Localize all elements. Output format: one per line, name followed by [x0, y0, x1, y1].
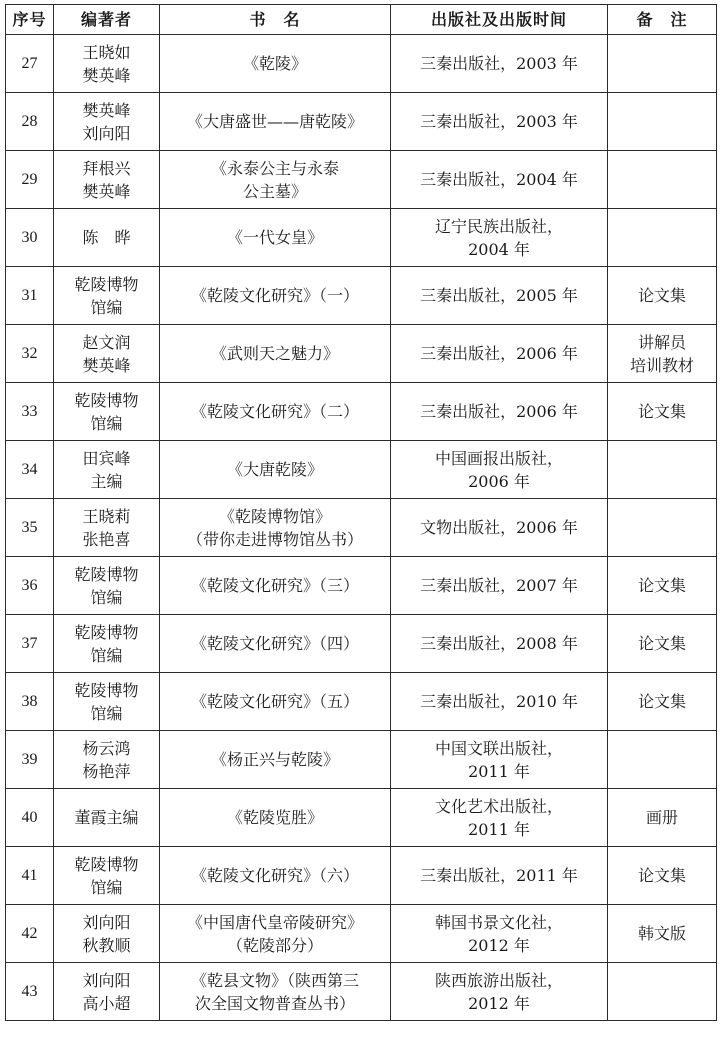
cell-publisher-line: 三秦出版社，2006 年	[420, 402, 578, 421]
cell-publisher-line: 三秦出版社，2006 年	[420, 344, 578, 363]
cell-author-line: 拜根兴	[82, 158, 131, 178]
cell-publisher	[391, 209, 608, 267]
cell-number: 43	[6, 963, 54, 1021]
table-body	[6, 35, 717, 1021]
cell-title	[160, 35, 391, 93]
cell-number: 39	[6, 731, 54, 789]
cell-publisher	[391, 93, 608, 151]
cell-title-line: 《乾县文物》（陕西第三	[190, 970, 359, 990]
table-row	[6, 267, 717, 325]
cell-note	[608, 557, 717, 615]
cell-author	[54, 383, 160, 441]
cell-author-line: 秋教顺	[82, 935, 131, 955]
cell-publisher-line: 三秦出版社，2010 年	[420, 692, 578, 711]
table-row	[6, 615, 717, 673]
header-title: 书 名	[160, 5, 391, 35]
cell-publisher-line: 中国文联出版社，	[434, 738, 563, 758]
cell-title	[160, 847, 391, 905]
cell-note	[608, 499, 717, 557]
cell-note	[608, 209, 717, 267]
cell-note	[608, 963, 717, 1021]
cell-author-line: 馆编	[90, 877, 123, 897]
cell-number: 36	[6, 557, 54, 615]
cell-author-line: 刘向阳	[82, 123, 131, 143]
cell-author-line: 陈 晔	[82, 228, 131, 247]
cell-title-line: 《杨正兴与乾陵》	[210, 750, 339, 769]
cell-author	[54, 615, 160, 673]
cell-title	[160, 209, 391, 267]
table-row	[6, 673, 717, 731]
cell-author-line: 董霞主编	[74, 808, 139, 827]
table-row	[6, 905, 717, 963]
cell-number: 35	[6, 499, 54, 557]
cell-title	[160, 267, 391, 325]
cell-author	[54, 93, 160, 151]
cell-note	[608, 789, 717, 847]
cell-note-line: 论文集	[637, 576, 686, 595]
cell-number: 31	[6, 267, 54, 325]
table-row	[6, 209, 717, 267]
cell-title-line: 《乾陵博物馆》	[218, 506, 331, 526]
cell-title	[160, 93, 391, 151]
cell-publisher	[391, 267, 608, 325]
cell-publisher-line: 2012 年	[468, 993, 530, 1013]
cell-note-line: 讲解员	[637, 332, 686, 352]
cell-publisher-line: 韩国书景文化社，	[434, 912, 563, 932]
table-row	[6, 35, 717, 93]
table-row	[6, 789, 717, 847]
cell-note	[608, 905, 717, 963]
cell-author-line: 赵文润	[82, 332, 131, 352]
cell-note	[608, 847, 717, 905]
cell-note-line: 画册	[645, 808, 678, 827]
cell-title	[160, 325, 391, 383]
cell-note-line: 论文集	[637, 692, 686, 711]
header-number: 序号	[6, 5, 54, 35]
cell-title-line: 《乾陵文化研究》（四）	[190, 634, 359, 653]
cell-author-line: 乾陵博物	[74, 854, 139, 874]
cell-number: 42	[6, 905, 54, 963]
cell-publisher	[391, 151, 608, 209]
table-header	[6, 5, 717, 35]
cell-title	[160, 789, 391, 847]
cell-note-line: 培训教材	[629, 355, 694, 375]
cell-publisher-line: 三秦出版社，2004 年	[420, 170, 578, 189]
cell-publisher-line: 三秦出版社，2008 年	[420, 634, 578, 653]
cell-title	[160, 731, 391, 789]
cell-number: 37	[6, 615, 54, 673]
cell-publisher	[391, 673, 608, 731]
cell-author	[54, 325, 160, 383]
cell-author-line: 田宾峰	[82, 448, 131, 468]
cell-publisher-line: 文物出版社，2006 年	[420, 518, 578, 537]
cell-author	[54, 673, 160, 731]
cell-number: 29	[6, 151, 54, 209]
cell-author-line: 馆编	[90, 587, 123, 607]
cell-publisher-line: 2004 年	[468, 239, 530, 259]
cell-publisher	[391, 905, 608, 963]
cell-publisher	[391, 441, 608, 499]
cell-number: 34	[6, 441, 54, 499]
cell-note	[608, 441, 717, 499]
cell-title-line: 《乾陵文化研究》（五）	[190, 692, 359, 711]
cell-author	[54, 905, 160, 963]
table-row	[6, 93, 717, 151]
cell-author-line: 王晓如	[82, 42, 131, 62]
cell-publisher-line: 三秦出版社，2011 年	[420, 866, 578, 885]
cell-author-line: 杨云鸿	[82, 738, 131, 758]
cell-author	[54, 731, 160, 789]
cell-author	[54, 151, 160, 209]
cell-author	[54, 847, 160, 905]
cell-author	[54, 441, 160, 499]
cell-author	[54, 789, 160, 847]
table-row	[6, 499, 717, 557]
cell-title	[160, 963, 391, 1021]
cell-number: 38	[6, 673, 54, 731]
cell-publisher	[391, 557, 608, 615]
cell-number: 40	[6, 789, 54, 847]
header-author: 编著者	[54, 5, 160, 35]
cell-author-line: 馆编	[90, 297, 123, 317]
cell-number: 30	[6, 209, 54, 267]
table-row	[6, 847, 717, 905]
cell-title-line: 《武则天之魅力》	[210, 344, 339, 363]
cell-author-line: 馆编	[90, 413, 123, 433]
cell-title	[160, 615, 391, 673]
cell-publisher-line: 陕西旅游出版社，	[434, 970, 563, 990]
cell-title-line: （带你走进博物馆丛书）	[186, 529, 363, 549]
cell-author-line: 樊英峰	[82, 181, 131, 201]
cell-note-line: 论文集	[637, 286, 686, 305]
cell-note	[608, 383, 717, 441]
cell-title	[160, 383, 391, 441]
header-note: 备 注	[608, 5, 717, 35]
cell-number: 32	[6, 325, 54, 383]
cell-note	[608, 731, 717, 789]
cell-author-line: 杨艳萍	[82, 761, 131, 781]
cell-title	[160, 557, 391, 615]
cell-publisher	[391, 325, 608, 383]
cell-publisher	[391, 35, 608, 93]
cell-title-line: 《中国唐代皇帝陵研究》	[186, 912, 363, 932]
cell-author-line: 樊英峰	[82, 355, 131, 375]
table-row	[6, 731, 717, 789]
cell-note-line: 论文集	[637, 634, 686, 653]
cell-title	[160, 441, 391, 499]
cell-title-line: 公主墓》	[242, 181, 307, 201]
cell-title-line: 《乾陵览胜》	[226, 808, 323, 827]
cell-publisher-line: 中国画报出版社，	[434, 448, 563, 468]
cell-author-line: 刘向阳	[82, 970, 131, 990]
cell-author-line: 馆编	[90, 703, 123, 723]
cell-publisher-line: 文化艺术出版社，	[434, 796, 563, 816]
cell-publisher	[391, 383, 608, 441]
cell-publisher-line: 辽宁民族出版社，	[434, 216, 563, 236]
cell-number: 28	[6, 93, 54, 151]
cell-note-line: 论文集	[637, 866, 686, 885]
cell-title-line: （乾陵部分）	[226, 935, 323, 955]
cell-publisher	[391, 615, 608, 673]
cell-author-line: 樊英峰	[82, 100, 131, 120]
cell-publisher-line: 2012 年	[468, 935, 530, 955]
cell-title-line: 《永泰公主与永泰	[210, 158, 339, 178]
cell-note	[608, 267, 717, 325]
cell-publisher-line: 三秦出版社，2003 年	[420, 112, 578, 131]
cell-publisher	[391, 499, 608, 557]
cell-publisher-line: 三秦出版社，2007 年	[420, 576, 578, 595]
table-row	[6, 963, 717, 1021]
cell-title-line: 《乾陵文化研究》（二）	[190, 402, 359, 421]
cell-publisher-line: 2011 年	[468, 819, 530, 839]
cell-publisher	[391, 789, 608, 847]
table-row	[6, 151, 717, 209]
cell-note	[608, 325, 717, 383]
cell-publisher	[391, 847, 608, 905]
cell-author-line: 乾陵博物	[74, 274, 139, 294]
cell-author	[54, 35, 160, 93]
cell-author-line: 主编	[90, 471, 123, 491]
cell-title	[160, 905, 391, 963]
cell-publisher-line: 2006 年	[468, 471, 530, 491]
cell-author-line: 王晓莉	[82, 506, 131, 526]
table-row	[6, 325, 717, 383]
cell-author-line: 张艳喜	[82, 529, 131, 549]
cell-author	[54, 267, 160, 325]
cell-publisher-line: 2011 年	[468, 761, 530, 781]
cell-publisher	[391, 963, 608, 1021]
cell-title	[160, 499, 391, 557]
cell-title-line: 《乾陵》	[242, 54, 307, 73]
cell-author-line: 高小超	[82, 993, 131, 1013]
cell-author-line: 乾陵博物	[74, 680, 139, 700]
table-row	[6, 383, 717, 441]
cell-author-line: 乾陵博物	[74, 622, 139, 642]
cell-note	[608, 673, 717, 731]
cell-number: 27	[6, 35, 54, 93]
cell-author-line: 馆编	[90, 645, 123, 665]
cell-note	[608, 151, 717, 209]
cell-title	[160, 673, 391, 731]
cell-author-line: 樊英峰	[82, 65, 131, 85]
cell-author	[54, 963, 160, 1021]
cell-author-line: 乾陵博物	[74, 564, 139, 584]
header-publisher: 出版社及出版时间	[391, 5, 608, 35]
cell-note-line: 论文集	[637, 402, 686, 421]
book-list-sheet	[5, 4, 716, 1021]
cell-author-line: 刘向阳	[82, 912, 131, 932]
cell-note	[608, 93, 717, 151]
cell-title-line: 《乾陵文化研究》（一）	[190, 286, 359, 305]
cell-author	[54, 209, 160, 267]
cell-title-line: 次全国文物普查丛书）	[194, 993, 355, 1013]
header-row	[6, 5, 717, 35]
cell-title-line: 《大唐乾陵》	[226, 460, 323, 479]
cell-number: 41	[6, 847, 54, 905]
table-row	[6, 441, 717, 499]
cell-note	[608, 35, 717, 93]
book-catalog-table	[5, 4, 717, 1021]
table-row	[6, 557, 717, 615]
cell-publisher	[391, 731, 608, 789]
cell-note	[608, 615, 717, 673]
cell-title	[160, 151, 391, 209]
cell-author	[54, 557, 160, 615]
cell-title-line: 《一代女皇》	[226, 228, 323, 247]
cell-title-line: 《乾陵文化研究》（六）	[190, 866, 359, 885]
cell-title-line: 《大唐盛世——唐乾陵》	[186, 112, 363, 131]
cell-note-line: 韩文版	[637, 924, 686, 943]
cell-publisher-line: 三秦出版社，2005 年	[420, 286, 578, 305]
cell-publisher-line: 三秦出版社，2003 年	[420, 54, 578, 73]
cell-author-line: 乾陵博物	[74, 390, 139, 410]
cell-title-line: 《乾陵文化研究》（三）	[190, 576, 359, 595]
cell-number: 33	[6, 383, 54, 441]
cell-author	[54, 499, 160, 557]
